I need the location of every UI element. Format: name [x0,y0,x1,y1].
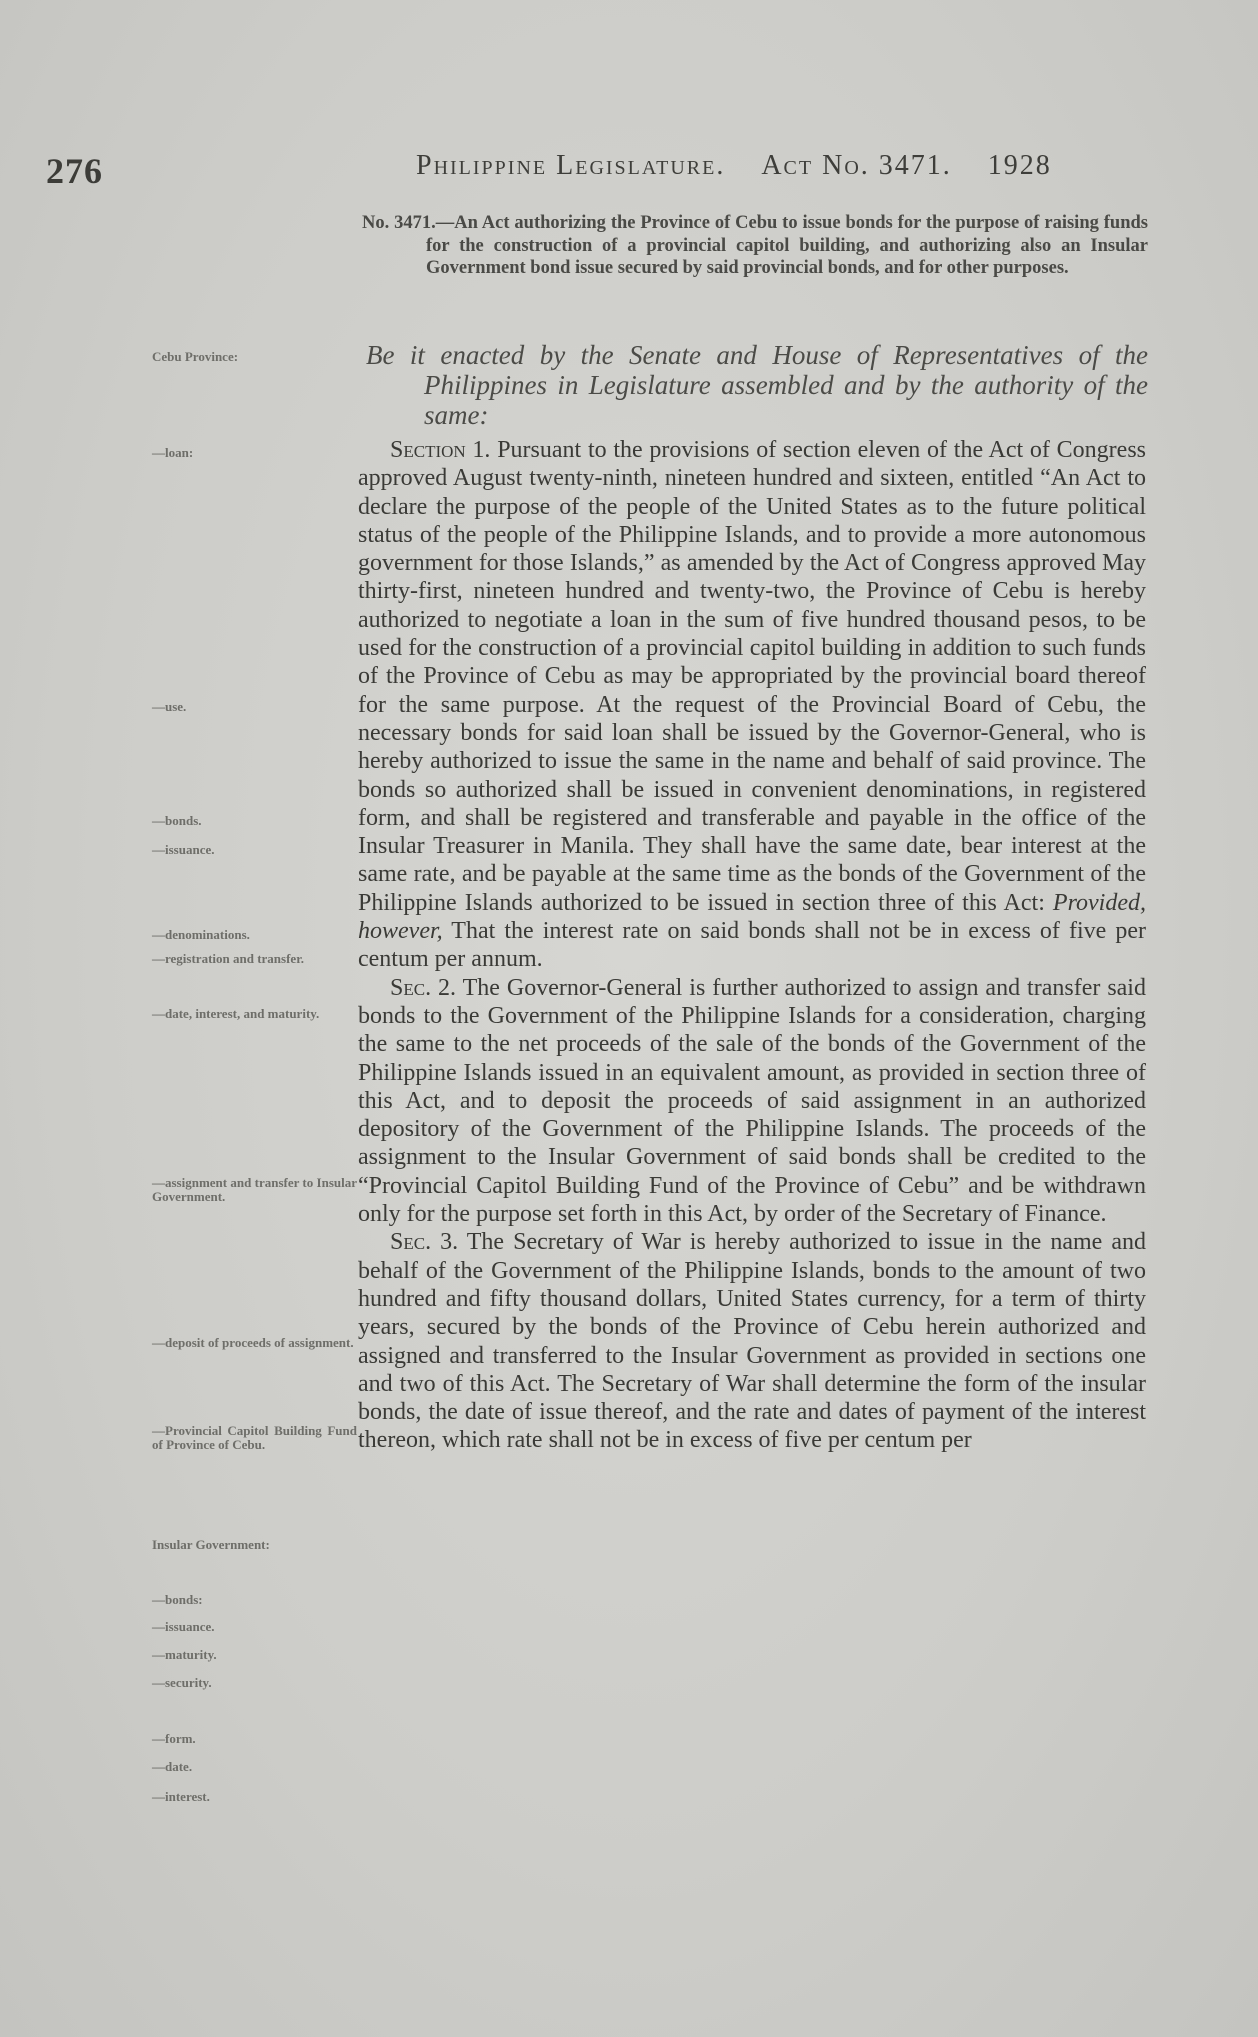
section-3-text: The Secretary of War is hereby authorized to issue in the name and behalf of the Government of the Philippine Islands, bonds to the amount of two hundred and fifty thousand dollars, United States currency, for a term of thirty years, secured by the bonds of the Province of Cebu herein authorized and assigned and transferred to the Insular Government as provided in sections one and two of this Act. The Secretary of War shall determine the form of the insular bonds, the date of issue thereof, and the rate and dates of payment of the interest thereon, which rate shall not be in excess of five per centum per [358,1229,1146,1454]
section-3 [358,1228,1146,1454]
margin-note-issuance: —issuance. [152,842,215,857]
margin-note-security: —security. [152,1675,212,1690]
enacting-clause: Be it enacted by the Senate and House of Representatives of the Philippines in Legislature assembled and by the authority of the same: [366,340,1148,430]
margin-note-use: —use. [152,699,187,714]
margin-note-insular-bonds: —bonds: [152,1592,203,1607]
margin-note-bonds: —bonds. [152,813,202,828]
margin-note-date: —date. [152,1759,193,1774]
margin-note-cebu-province: Cebu Province: [152,349,239,364]
section-2-label: Sec. 2. [390,974,457,1001]
margin-note-interest: —interest. [152,1789,210,1804]
section-1-text-b: That the interest rate on said bonds shall not be in excess of five per centum per annum. [358,918,1146,973]
margin-note-loan: —loan: [152,445,194,460]
running-head-act: Act No. 3471. [761,150,952,181]
margin-note-assignment: —assignment and transfer to Insular Government. [152,1175,357,1204]
margin-note-registration: —registration and transfer. [152,951,305,966]
margin-note-maturity: —maturity. [152,1647,217,1662]
running-head-year: 1928 [987,150,1052,181]
act-body [358,436,1146,1455]
margin-note-capitol-fund: —Provincial Capitol Building Fund of Province of Cebu. [152,1423,357,1452]
section-1-text-a: Pursuant to the provisions of section eleven of the Act of Congress approved August twenty-ninth, nineteen hundred and sixteen, entitled “An Act to declare the purpose of the people of the United States as to the future political status of the people of the Philippine Islands, and to provide a more autonomous government for those Islands,” as amended by the Act of Congress approved May thirty-first, nineteen hundred and twenty-two, the Province of Cebu is hereby authorized to negotiate a loan in the sum of five hundred thousand pesos, to be used for the construction of a provincial capitol building in addition to such funds of the Province of Cebu as may be appropriated by the provincial board thereof for the same purpose. At the request of the Provincial Board of Cebu, the necessary bonds for said loan shall be issued by the Governor-General, who is hereby authorized to issue the same in the name and behalf of said province. The bonds so authorized shall be issued in convenient denominations, in registered form, and shall be registered and transferable and payable in the office of the Insular Treasurer in Manila. They shall have the same date, bear interest at the same rate, and be payable at the same time as the bonds of the Government of the Philippine Islands authorized to be issued in section three of this Act: [358,437,1147,916]
section-2 [358,974,1146,1229]
page-number: 276 [46,151,103,191]
margin-note-denominations: —denominations. [152,927,250,942]
margin-note-form: —form. [152,1731,196,1746]
margin-note-date-interest: —date, interest, and maturity. [152,1006,320,1021]
margin-note-deposit: —deposit of proceeds of assignment. [152,1335,354,1350]
running-head-title: Philippine Legislature. [416,150,726,181]
margin-note-insular-issuance: —issuance. [152,1619,215,1634]
act-title: No. 3471.—An Act authorizing the Province of Cebu to issue bonds for the purpose of raising funds for the construction of a provincial capitol building, and authorizing also an Insular Government bond issue secured by said provincial bonds, and for other purposes. [362,213,1148,278]
section-1-proviso: Provided, however, [358,889,1147,945]
margin-note-insular-government: Insular Government: [152,1537,270,1552]
section-3-label: Sec. 3. [390,1229,459,1256]
running-head [416,150,1076,182]
section-2-text: The Governor-General is further authorized to assign and transfer said bonds to the Government of the Philippine Islands for a consideration, charging the same to the net proceeds of the sale of the bonds of the Government of the Philippine Islands issued in an equivalent amount, as provided in section three of this Act, and to deposit the proceeds of said assignment in an authorized depository of the Government of the Philippine Islands. The proceeds of the assignment to the Insular Government of said bonds shall be credited to the “Provincial Capitol Building Fund of the Province of Cebu” and be withdrawn only for the purpose set forth in this Act, by order of the Secretary of Finance. [358,974,1146,1228]
section-1 [358,436,1146,974]
section-1-label: Section 1. [390,437,491,463]
